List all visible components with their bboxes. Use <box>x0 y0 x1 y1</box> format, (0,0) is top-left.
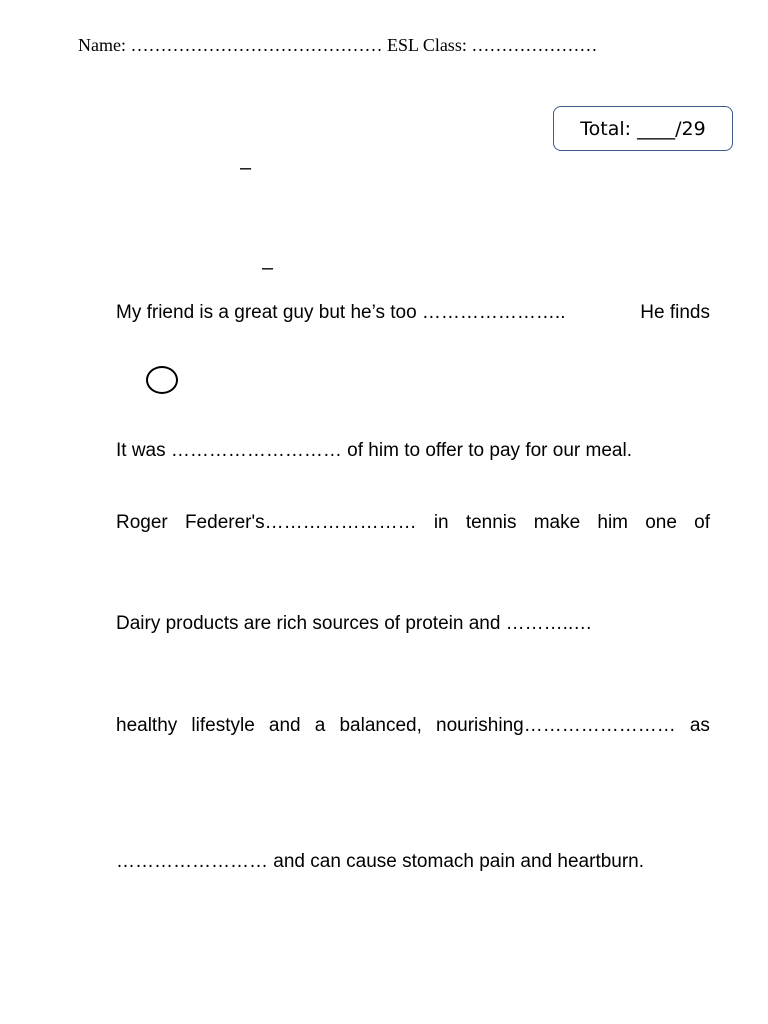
sentence-text: He finds <box>640 302 710 323</box>
word: tennis <box>465 512 517 533</box>
sentence-healthy-lifestyle <box>116 714 710 738</box>
word: Roger <box>116 512 168 533</box>
word: him <box>597 512 629 533</box>
sentence-roger-federer <box>116 511 710 535</box>
sentence-too <box>116 301 710 325</box>
word: in <box>433 512 449 533</box>
dash-mark: – <box>240 157 252 179</box>
word: as <box>689 715 710 736</box>
word: make <box>533 512 581 533</box>
dash-mark: – <box>262 257 274 279</box>
circle-mark <box>146 366 178 394</box>
word: balanced, <box>339 715 422 736</box>
name-class-header: Name: …………………………………… ESL Class: ………………… <box>78 35 598 55</box>
word: one <box>645 512 677 533</box>
word: healthy <box>116 715 178 736</box>
sentence-offer-to-pay: It was ……………………… of him to offer to pay for our meal. <box>116 440 632 461</box>
word: lifestyle <box>191 715 255 736</box>
sentence-dairy-products: Dairy products are rich sources of protein and ………..… <box>116 613 593 634</box>
word: a <box>314 715 326 736</box>
sentence-text: My friend is a great guy but he’s too ………………….. <box>116 302 566 323</box>
word: and <box>268 715 301 736</box>
word: of <box>694 512 710 533</box>
total-score-box: Total: ____/29 <box>553 106 733 151</box>
sentence-stomach-pain: …………………… and can cause stomach pain and heartburn. <box>116 851 645 872</box>
word: nourishing…………………… <box>436 715 676 736</box>
word: Federer's…………………… <box>184 512 417 533</box>
